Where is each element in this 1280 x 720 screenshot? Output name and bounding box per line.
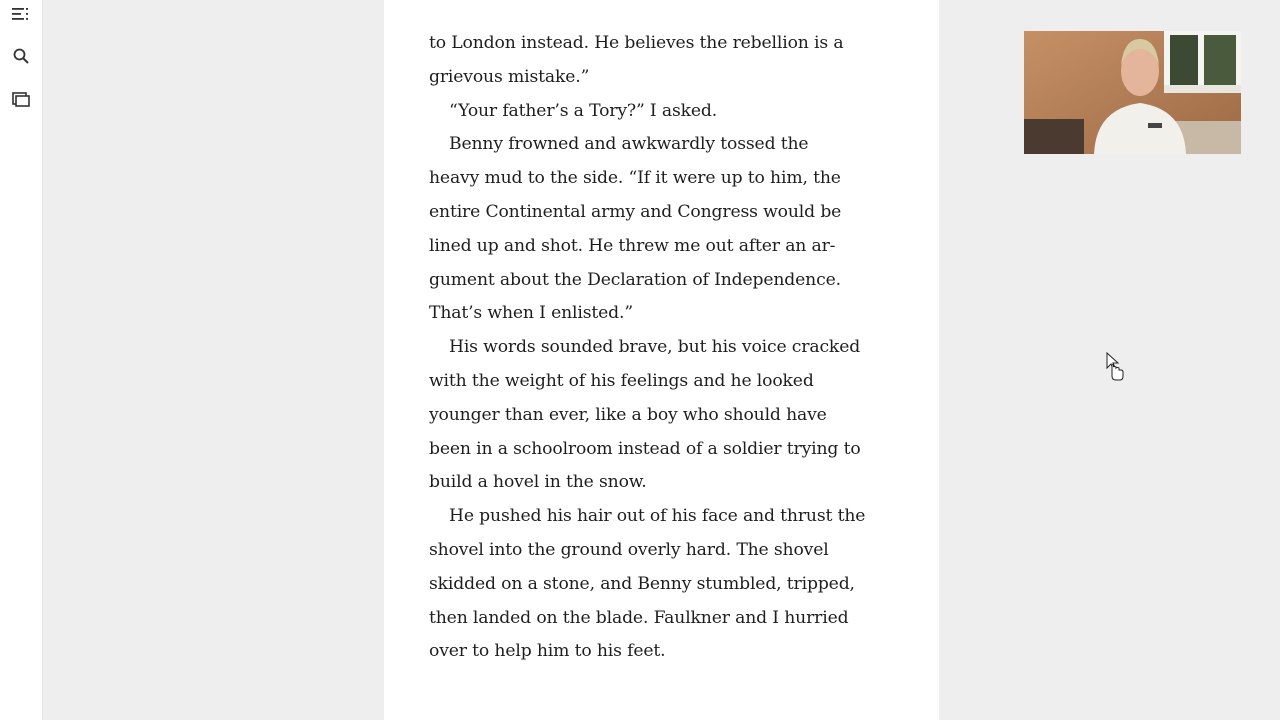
text-line: entire Continental army and Congress would be bbox=[429, 201, 842, 222]
mouse-cursor-icon bbox=[1106, 352, 1124, 382]
text-line: heavy mud to the side. “If it were up to him, the bbox=[429, 168, 841, 189]
text-line: shovel into the ground overly hard. The shovel bbox=[429, 539, 829, 560]
page-text bbox=[429, 27, 909, 669]
text-line: over to help him to his feet. bbox=[429, 641, 666, 662]
text-line: His words sounded brave, but his voice cracked bbox=[449, 337, 861, 358]
text-line: grievous mistake.” bbox=[429, 66, 590, 87]
text-line: to London instead. He believes the rebellion is a bbox=[429, 33, 844, 53]
webcam-frame-image bbox=[1024, 31, 1241, 154]
table-of-contents-icon[interactable] bbox=[9, 2, 33, 26]
text-line: “Your father’s a Tory?” I asked. bbox=[449, 100, 718, 121]
text-line: He pushed his hair out of his face and thrust the bbox=[449, 506, 866, 527]
text-line: then landed on the blade. Faulkner and I hurried bbox=[429, 607, 849, 628]
text-line: younger than ever, like a boy who should have bbox=[429, 404, 827, 425]
text-line: Benny frowned and awkwardly tossed the bbox=[449, 134, 809, 155]
text-line: with the weight of his feelings and he looked bbox=[429, 370, 814, 391]
text-line: lined up and shot. He threw me out after an ar- bbox=[429, 235, 836, 256]
text-line: been in a schoolroom instead of a soldier trying to bbox=[429, 438, 861, 459]
webcam-video-overlay bbox=[1024, 31, 1241, 154]
text-line: That’s when I enlisted.” bbox=[429, 303, 633, 324]
search-icon[interactable] bbox=[9, 44, 33, 68]
text-line: gument about the Declaration of Independence. bbox=[429, 269, 841, 290]
sidebar bbox=[0, 0, 43, 720]
book-page bbox=[384, 0, 939, 720]
pages-icon[interactable] bbox=[9, 87, 33, 111]
text-line: skidded on a stone, and Benny stumbled, tripped, bbox=[429, 573, 855, 594]
text-line: build a hovel in the snow. bbox=[429, 472, 647, 493]
